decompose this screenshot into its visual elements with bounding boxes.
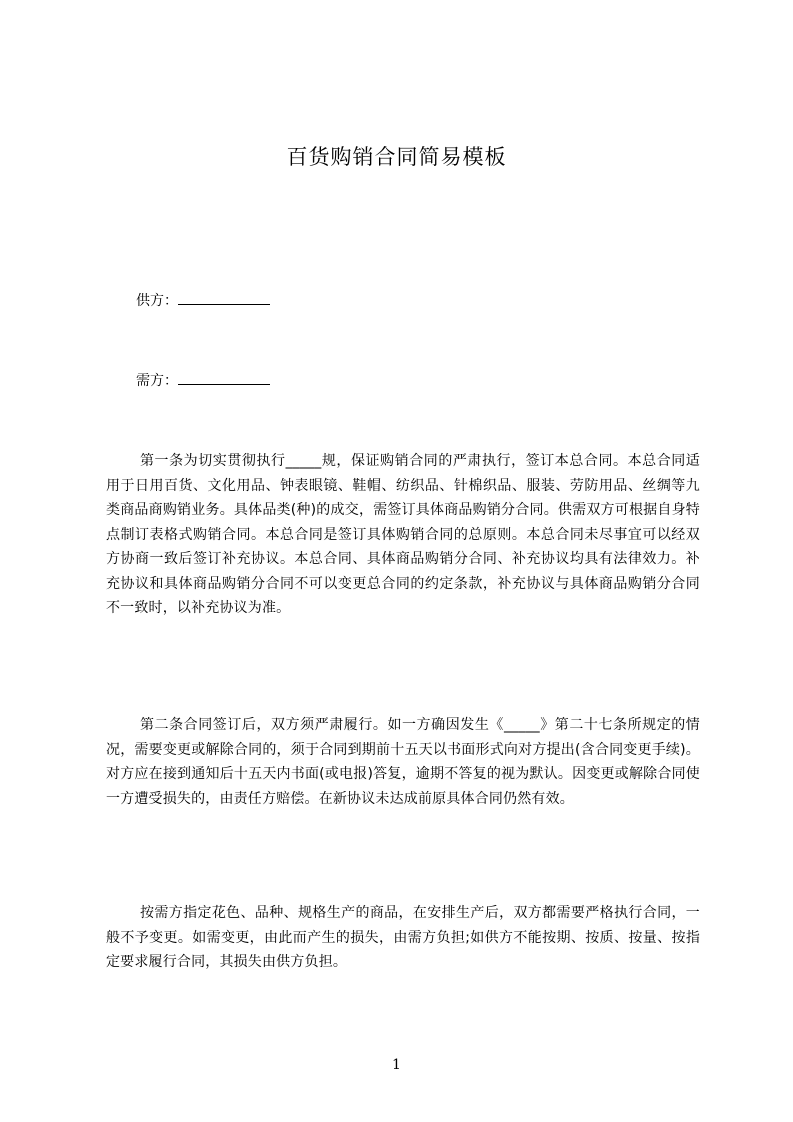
article-one-paragraph: 第一条为切实贯彻执行_____规，保证购销合同的严肃执行，签订本总合同。本总合同适用于日用百货、文化用品、钟表眼镜、鞋帽、纺织品、针棉织品、服装、劳防用品、丝绸等九类商品商购销业务。具体品类(种)的成交，需签订具体商品购销分合同。供需双方可根据自身特点制订表格式购销合同。本总合同是签订具体购销合同的总原则。本总合同未尽事宜可以经双方协商一致后签订补充协议。本总合同、具体商品购销分合同、补充协议均具有法律效力。补充协议和具体商品购销分合同不可以变更总合同的约定条款，补充协议与具体商品购销分合同不一致时，以补充协议为准。 [106,453,700,616]
article-two-paragraph: 第二条合同签订后，双方须严肃履行。如一方确因发生《_____》第二十七条所规定的情况，需要变更或解除合同的，须于合同到期前十五天以书面形式向对方提出(含合同变更手续)。对方应在接到通知后十五天内书面(或电报)答复，逾期不答复的视为默认。因变更或解除合同使一方遭受损失的，由责任方赔偿。在新协议未达成前原具体合同仍然有效。 [106,717,700,807]
buyer-line [136,371,270,391]
supplier-label: 供方： [136,293,178,309]
page-title: 百货购销合同简易模板 [286,145,507,169]
page-number: 1 [392,1057,401,1073]
supplier-line [136,291,270,311]
buyer-label: 需方： [136,373,178,389]
buyer-blank [178,371,270,385]
supplier-blank [178,291,270,305]
custom-goods-paragraph: 按需方指定花色、品种、规格生产的商品，在安排生产后，双方都需要严格执行合同，一般不予变更。如需变更，由此而产生的损失，由需方负担;如供方不能按期、按质、按量、按指定要求履行合同，其损失由供方负担。 [106,905,700,970]
